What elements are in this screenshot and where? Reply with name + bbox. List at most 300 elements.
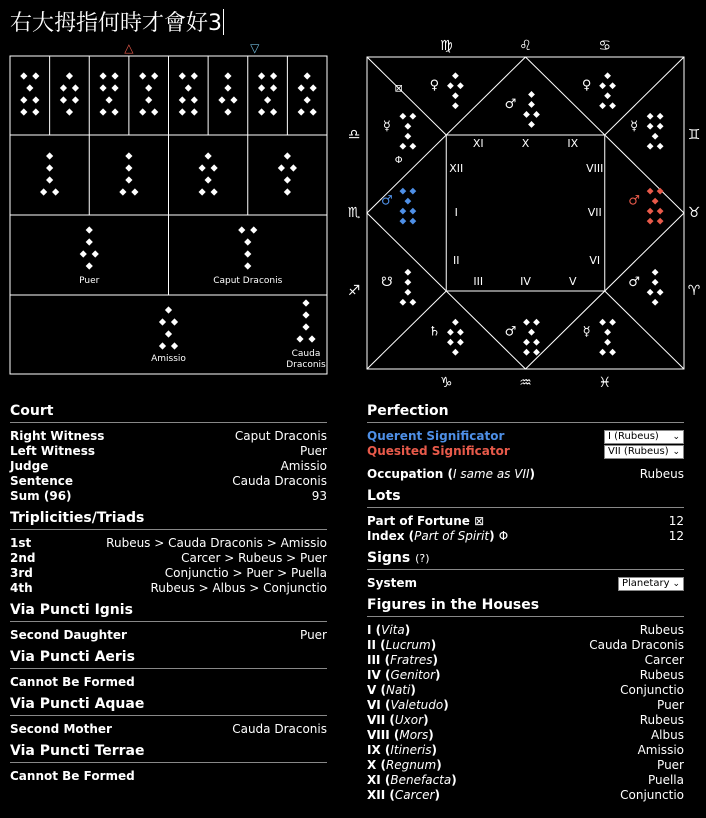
figure-point <box>657 208 664 215</box>
house-latin: Carcer <box>394 788 435 802</box>
figure-point <box>191 72 198 79</box>
figure-point <box>191 96 198 103</box>
figure-point <box>244 250 251 257</box>
zodiac-glyph-icon: ♒ <box>519 375 532 391</box>
figure-point <box>533 339 540 346</box>
part-of-fortune-icon: ⊠ <box>394 83 403 95</box>
court-row-value: Caput Draconis <box>234 429 327 443</box>
house-list-value: Carcer <box>644 653 684 667</box>
house-numeral-label: I <box>454 206 458 219</box>
figure-point <box>409 208 416 215</box>
fortune-row <box>367 514 684 529</box>
house-list-value: Albus <box>650 728 684 742</box>
figure-point <box>533 349 540 356</box>
figure-point <box>151 72 158 79</box>
house-list-value: Conjunctio <box>620 788 684 802</box>
via-aeris-heading: Via Puncti Aeris <box>10 649 327 669</box>
figure-point <box>99 72 106 79</box>
figure-point <box>171 342 178 349</box>
house-numeral-label: VI <box>589 254 601 267</box>
house-list-key: X (Regnum) <box>367 758 442 772</box>
figure-point <box>211 188 218 195</box>
water-triangle-icon: ▽ <box>250 41 260 55</box>
figure-point <box>404 269 411 276</box>
figure-point <box>199 164 206 171</box>
triplicity-row <box>10 566 327 581</box>
system-select-value: Planetary <box>622 577 670 589</box>
occupation-row <box>367 467 684 482</box>
house-list-key: II (Lucrum) <box>367 638 437 652</box>
house-list-key: XI (Benefacta) <box>367 773 457 787</box>
house-list-row <box>367 623 684 638</box>
figure-point <box>224 72 231 79</box>
houses-heading: Figures in the Houses <box>367 597 684 617</box>
house-list-value: Puella <box>647 773 684 787</box>
house-chart <box>342 34 706 396</box>
figure-point <box>647 143 654 150</box>
figure-point <box>657 289 664 296</box>
figure-point <box>409 188 416 195</box>
occupation-note: I same as VII <box>452 467 530 481</box>
court-row-value: Cauda Draconis <box>232 474 327 488</box>
via-ignis-heading: Via Puncti Ignis <box>10 602 327 622</box>
niece-figure <box>40 152 59 195</box>
figure-point <box>66 72 73 79</box>
witness-label: Puer <box>79 276 100 286</box>
planet-glyph-icon: ♂ <box>504 324 517 340</box>
figure-point <box>457 339 464 346</box>
court-table <box>10 429 327 504</box>
figure-point <box>139 72 146 79</box>
figure-point <box>224 108 231 115</box>
house-list-key: VI (Valetudo) <box>367 698 449 712</box>
triplicity-row <box>10 551 327 566</box>
figure-point <box>652 269 659 276</box>
figure-point <box>304 72 311 79</box>
triplicity-row-value: Rubeus > Cauda Draconis > Amissio <box>106 536 327 550</box>
witness-figure <box>238 226 257 269</box>
planet-glyph-icon: ♄ <box>428 324 441 340</box>
house-list-value: Rubeus <box>639 713 684 727</box>
text-cursor <box>223 9 224 35</box>
shield-chart <box>0 38 340 378</box>
figure-point <box>404 198 411 205</box>
occupation-label: Occupation (I same as VII) <box>367 467 536 481</box>
house-numeral: X <box>367 758 377 772</box>
chart-title[interactable] <box>10 6 224 37</box>
figure-point <box>52 188 59 195</box>
chevron-down-icon: ⌄ <box>672 431 680 442</box>
court-row-value: Amissio <box>280 459 327 473</box>
figure-point <box>105 96 112 103</box>
figure-point <box>404 123 411 130</box>
figure-point <box>230 96 237 103</box>
figure-point <box>86 226 93 233</box>
court-row-key: Sum (96) <box>10 489 72 503</box>
house-figure <box>447 72 464 109</box>
house-numeral: II <box>367 638 376 652</box>
sentence-figure <box>296 299 315 342</box>
quesited-select-value: VII (Rubeus) <box>608 445 669 457</box>
niece-figure <box>199 152 218 195</box>
court-row <box>10 459 327 474</box>
house-numeral-label: II <box>453 254 460 267</box>
figure-point <box>218 96 225 103</box>
index-row <box>367 529 684 544</box>
house-latin: Genitor <box>390 668 436 682</box>
house-list-key: XII (Carcer) <box>367 788 440 802</box>
figure-point <box>657 143 664 150</box>
figure-point <box>298 84 305 91</box>
via-aquae-row <box>10 722 327 737</box>
querent-select[interactable] <box>604 430 684 444</box>
figure-point <box>399 143 406 150</box>
figure-point <box>523 339 530 346</box>
figure-point <box>46 164 53 171</box>
figure-point <box>205 152 212 159</box>
fortune-label-text: Part of Fortune <box>367 514 470 528</box>
figure-point <box>599 102 606 109</box>
triplicity-row-value: Conjunctio > Puer > Puella <box>164 566 327 580</box>
triplicity-row-key: 1st <box>10 536 32 550</box>
figure-point <box>185 84 192 91</box>
planet-glyph-icon: ♂ <box>628 274 640 290</box>
house-latin: Vita <box>381 623 405 637</box>
figure-point <box>145 96 152 103</box>
figure-point <box>125 152 132 159</box>
figure-point <box>205 176 212 183</box>
figure-point <box>80 250 87 257</box>
house-figure <box>599 72 616 109</box>
figure-point <box>258 72 265 79</box>
figure-point <box>399 113 406 120</box>
chart-line <box>605 291 684 369</box>
triplicity-row <box>10 536 327 551</box>
figure-point <box>32 96 39 103</box>
house-latin: Nati <box>385 683 411 697</box>
court-row <box>10 474 327 489</box>
index-value: 12 <box>668 529 684 543</box>
figure-point <box>647 188 654 195</box>
figure-point <box>409 218 416 225</box>
figure-point <box>159 318 166 325</box>
figure-point <box>165 330 172 337</box>
triplicity-row-value: Rubeus > Albus > Conjunctio <box>150 581 327 595</box>
figure-point <box>409 113 416 120</box>
occupation-label-text: Occupation <box>367 467 444 481</box>
via-aeris-key: Cannot Be Formed <box>10 675 135 689</box>
system-row <box>367 576 684 591</box>
figure-point <box>404 133 411 140</box>
figure-point <box>452 349 459 356</box>
house-figure <box>647 188 664 225</box>
triplicity-row-value: Carcer > Rubeus > Puer <box>181 551 327 565</box>
via-aquae-heading: Via Puncti Aquae <box>10 696 327 716</box>
figure-point <box>652 198 659 205</box>
figure-point <box>457 82 464 89</box>
fire-triangle-icon: △ <box>124 41 134 55</box>
chart-inner-square <box>446 135 605 291</box>
house-latin: Benefacta <box>390 773 452 787</box>
figure-point <box>179 72 186 79</box>
figure-point <box>86 262 93 269</box>
figure-point <box>86 238 93 245</box>
figure-point <box>125 176 132 183</box>
house-list-row <box>367 683 684 698</box>
figure-point <box>523 319 530 326</box>
planet-glyph-icon: ♂ <box>628 193 640 209</box>
house-numeral-label: XI <box>472 137 484 150</box>
figure-point <box>609 349 616 356</box>
house-list-row <box>367 758 684 773</box>
figure-point <box>32 108 39 115</box>
triplicity-row <box>10 581 327 596</box>
chart-line <box>367 57 446 135</box>
house-numeral-label: III <box>473 275 484 288</box>
house-figure <box>599 319 616 356</box>
house-list-value: Cauda Draconis <box>589 638 684 652</box>
judge-figure <box>159 306 178 349</box>
chart-line <box>605 57 684 135</box>
occupation-value: Rubeus <box>639 467 684 481</box>
figure-point <box>46 152 53 159</box>
zodiac-glyph-icon: ♈ <box>687 283 701 299</box>
house-list-value: Puer <box>657 698 684 712</box>
figure-point <box>657 218 664 225</box>
judge-label: Amissio <box>151 354 186 364</box>
figure-point <box>179 96 186 103</box>
house-numeral: VII <box>367 713 386 727</box>
house-list-row <box>367 728 684 743</box>
niece-figure <box>119 152 138 195</box>
figure-point <box>657 188 664 195</box>
figure-point <box>224 84 231 91</box>
court-heading: Court <box>10 403 327 423</box>
figure-point <box>404 279 411 286</box>
figure-point <box>72 96 79 103</box>
house-list-row <box>367 668 684 683</box>
figure-point <box>40 188 47 195</box>
witness-label: Caput Draconis <box>213 276 283 286</box>
quesited-row <box>367 444 684 459</box>
house-list-row <box>367 773 684 788</box>
figure-point <box>399 208 406 215</box>
figure-point <box>533 111 540 118</box>
figure-point <box>409 143 416 150</box>
figure-point <box>32 72 39 79</box>
figure-point <box>270 72 277 79</box>
figure-point <box>528 329 535 336</box>
figure-point <box>191 108 198 115</box>
signs-help-link[interactable]: (?) <box>415 552 430 565</box>
house-list-value: Amissio <box>637 743 684 757</box>
house-list-row <box>367 713 684 728</box>
figure-point <box>238 226 245 233</box>
perfection-heading: Perfection <box>367 403 684 423</box>
court-row <box>10 429 327 444</box>
via-ignis-value: Puer <box>300 628 327 642</box>
figure-point <box>609 102 616 109</box>
via-terrae-heading: Via Puncti Terrae <box>10 743 327 763</box>
figure-point <box>72 84 79 91</box>
figure-point <box>528 121 535 128</box>
system-label: System <box>367 576 417 590</box>
figure-point <box>647 218 654 225</box>
house-numeral-label: IX <box>567 137 579 150</box>
house-latin: Regnum <box>385 758 437 772</box>
figure-point <box>599 82 606 89</box>
figure-point <box>258 108 265 115</box>
figure-point <box>284 176 291 183</box>
figure-point <box>310 108 317 115</box>
mother-daughter-figure <box>99 72 118 115</box>
figure-point <box>290 164 297 171</box>
house-numeral: XI <box>367 773 381 787</box>
mother-daughter-figure <box>60 72 79 115</box>
zodiac-glyph-icon: ♊ <box>687 127 701 143</box>
figure-point <box>60 96 67 103</box>
triplicity-row-key: 2nd <box>10 551 36 565</box>
zodiac-glyph-icon: ♓ <box>598 375 612 391</box>
figure-point <box>26 84 33 91</box>
figure-point <box>244 238 251 245</box>
figure-point <box>399 218 406 225</box>
house-latin: Fratres <box>390 653 433 667</box>
via-aquae-key: Second Mother <box>10 722 112 736</box>
figure-point <box>604 92 611 99</box>
house-numeral-label: XII <box>449 162 464 175</box>
triplicity-row-key: 3rd <box>10 566 33 580</box>
house-list-row <box>367 638 684 653</box>
court-row-value: Puer <box>300 444 327 458</box>
house-list-key: I (Vita) <box>367 623 411 637</box>
lots-heading: Lots <box>367 488 684 508</box>
house-numeral: VIII <box>367 728 390 742</box>
court-row-key: Sentence <box>10 474 73 488</box>
mother-daughter-figure <box>20 72 39 115</box>
house-latin: Mors <box>399 728 429 742</box>
planet-glyph-icon: ♀ <box>429 78 440 94</box>
figure-point <box>99 108 106 115</box>
figure-point <box>604 72 611 79</box>
house-list-value: Rubeus <box>639 668 684 682</box>
figure-point <box>284 188 291 195</box>
figure-point <box>298 108 305 115</box>
zodiac-glyph-icon: ♎ <box>347 127 361 143</box>
figure-point <box>119 188 126 195</box>
signs-heading-text: Signs <box>367 550 411 566</box>
figure-point <box>310 84 317 91</box>
fortune-label <box>367 514 484 529</box>
houses-table <box>367 623 684 803</box>
figure-point <box>304 96 311 103</box>
house-numeral: V <box>367 683 377 697</box>
figure-point <box>457 329 464 336</box>
figure-point <box>308 335 315 342</box>
sentence-label-line2: Draconis <box>286 360 326 370</box>
house-latin: Lucrum <box>385 638 431 652</box>
figure-point <box>599 349 606 356</box>
system-select[interactable] <box>618 577 684 591</box>
signs-heading <box>367 550 684 570</box>
triplicities-heading: Triplicities/Triads <box>10 510 327 530</box>
figure-point <box>452 319 459 326</box>
figure-point <box>604 329 611 336</box>
figure-point <box>258 84 265 91</box>
figure-point <box>92 250 99 257</box>
house-numeral: III <box>367 653 381 667</box>
figure-point <box>171 318 178 325</box>
house-numeral: XII <box>367 788 386 802</box>
house-numeral: IX <box>367 743 381 757</box>
mother-daughter-figure <box>139 72 158 115</box>
chevron-down-icon: ⌄ <box>672 446 680 457</box>
figure-point <box>125 164 132 171</box>
querent-label: Querent Significator <box>367 429 505 443</box>
house-list-value: Rubeus <box>639 623 684 637</box>
via-terrae-key: Cannot Be Formed <box>10 769 135 783</box>
chart-title-text[interactable]: 右大拇指何時才會好3 <box>10 11 222 36</box>
house-figure <box>523 319 540 356</box>
house-list-value: Conjunctio <box>620 683 684 697</box>
house-numeral: I <box>367 623 372 637</box>
house-list-key: VIII (Mors) <box>367 728 434 742</box>
mother-daughter-figure <box>179 72 198 115</box>
court-row-key: Right Witness <box>10 429 105 443</box>
house-numeral: IV <box>367 668 381 682</box>
mother-daughter-figure <box>218 72 237 115</box>
figure-point <box>652 279 659 286</box>
zodiac-glyph-icon: ♏ <box>347 205 361 221</box>
court-row-key: Left Witness <box>10 444 95 458</box>
house-list-row <box>367 698 684 713</box>
house-list-key: VII (Uxor) <box>367 713 429 727</box>
zodiac-glyph-icon: ♐ <box>347 283 361 299</box>
via-aquae-value: Cauda Draconis <box>232 722 327 736</box>
quesited-select[interactable] <box>604 445 684 459</box>
figure-point <box>609 319 616 326</box>
planet-glyph-icon: ♀ <box>581 78 592 94</box>
house-figure <box>523 91 540 128</box>
figure-point <box>447 339 454 346</box>
figure-point <box>302 323 309 330</box>
figure-point <box>278 164 285 171</box>
figure-point <box>452 102 459 109</box>
house-figure <box>647 113 664 150</box>
figure-point <box>165 306 172 313</box>
figure-point <box>111 84 118 91</box>
figure-point <box>609 82 616 89</box>
figure-point <box>528 101 535 108</box>
planet-glyph-icon: ☋ <box>381 274 393 290</box>
planet-glyph-icon: ♂ <box>381 193 393 209</box>
figure-point <box>270 108 277 115</box>
figure-point <box>145 84 152 91</box>
index-icon: Φ <box>394 155 403 167</box>
figure-point <box>409 299 416 306</box>
figure-point <box>244 262 251 269</box>
figure-point <box>270 84 277 91</box>
house-list-value: Puer <box>657 758 684 772</box>
house-figure <box>399 188 416 225</box>
figure-point <box>447 329 454 336</box>
right-panel <box>367 403 684 803</box>
figure-point <box>652 133 659 140</box>
index-note: Part of Spirit <box>414 529 490 543</box>
chevron-down-icon: ⌄ <box>672 578 680 589</box>
court-row <box>10 489 327 504</box>
figure-point <box>657 113 664 120</box>
